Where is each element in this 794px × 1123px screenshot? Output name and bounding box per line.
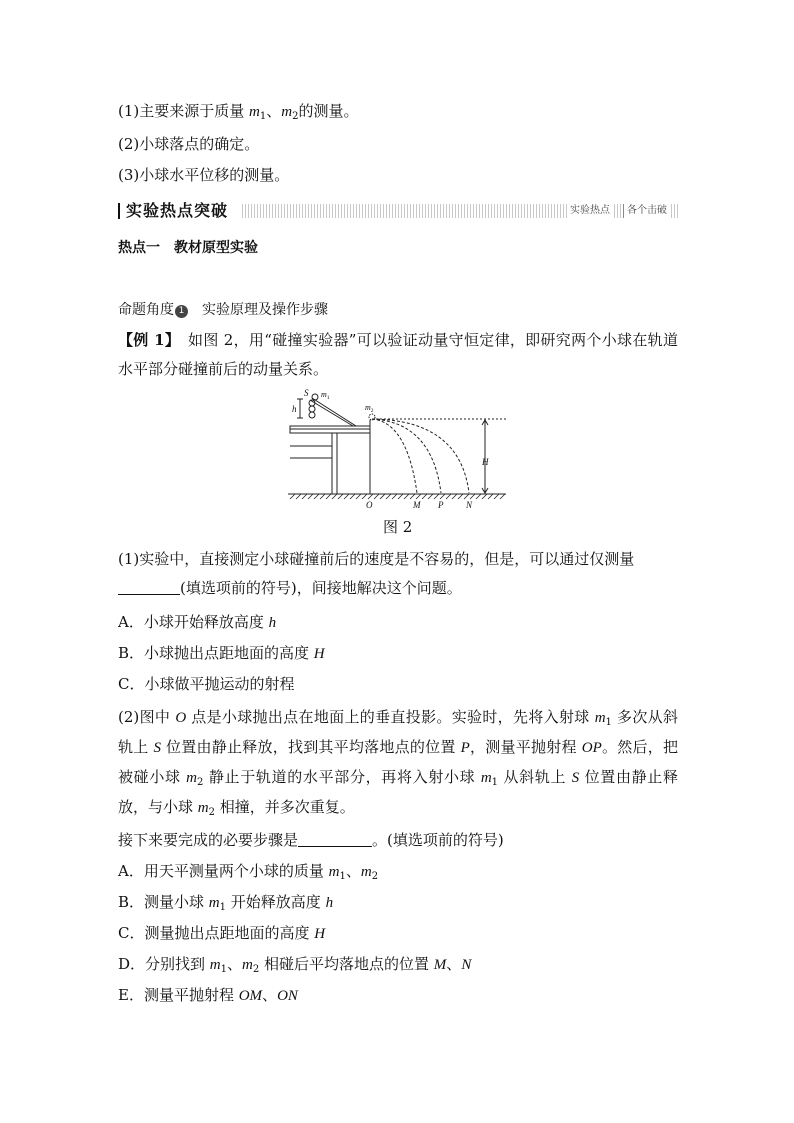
banner-tag-1: 实验热点	[567, 204, 613, 218]
q1-option-b: B．小球抛出点距地面的高度 H	[118, 644, 325, 662]
banner-tag-2: 各个击破	[623, 204, 670, 218]
example-paragraph: 【例 1】 如图 2，用“碰撞实验器”可以验证动量守恒定律，即研究两个小球在轨道水平部分碰撞前后的动量关系。	[118, 331, 678, 378]
question-1: (1)实验中，直接测定小球碰撞前后的速度是不容易的，但是，可以通过仅测量 (填选项前的符号)，间接地解决这个问题。	[118, 550, 635, 597]
q2-next-step: 接下来要完成的必要步骤是 。(填选项前的符号)	[118, 831, 504, 849]
answer-blank-1[interactable]	[118, 580, 180, 595]
label-H: H	[482, 457, 489, 467]
label-P: P	[438, 500, 444, 510]
banner-title: 实验热点突破	[126, 201, 229, 220]
intro-line-1: (1)主要来源于质量 $m_1$、$m_2$的测量。	[118, 102, 359, 122]
q2-option-d: D．分别找到 $m_1$、$m_2$ 相碰后平均落地点的位置 M、N	[118, 955, 472, 975]
number-badge: 1	[175, 305, 188, 318]
figure-caption: 图 2	[383, 518, 413, 536]
q2-option-e: E．测量平抛射程 OM、ON	[118, 986, 298, 1004]
banner-bar	[118, 203, 120, 219]
intro-line-3: (3)小球水平位移的测量。	[118, 166, 290, 184]
intro-line-2: (2)小球落点的确定。	[118, 135, 260, 153]
question-2: (2)图中 O 点是小球抛出点在地面上的垂直投影。实验时，先将入射球 $m_1$ 多次从斜轨上 S 位置由静止释放，找到其平均落地点的位置 P，测量平抛射程 OP。然后，把被碰小球 $m_2$ 静止于轨道的水平部分，再将入射小球 $m_1$ 从斜轨上 S 位置由静止释放，与小球 $m_2$ 相撞，并多次重复。	[118, 708, 678, 818]
q2-option-c: C．测量抛出点距地面的高度 H	[118, 924, 326, 942]
q2-option-b: B．测量小球 $m_1$ 开始释放高度 h	[118, 893, 334, 913]
svg-text:m1: $m_1$	[321, 390, 330, 401]
angle-heading: 命题角度 1 实验原理及操作步骤	[118, 302, 328, 318]
label-h: h	[292, 404, 297, 414]
label-O: O	[366, 500, 373, 510]
q2-option-a: A．用天平测量两个小球的质量 $m_1$、$m_2$	[118, 862, 379, 882]
label-S: S	[304, 388, 309, 398]
answer-blank-2[interactable]	[298, 832, 372, 847]
label-N: N	[466, 500, 473, 510]
section-banner	[118, 201, 678, 221]
q1-option-c: C．小球做平抛运动的射程	[118, 675, 295, 693]
example-label: 【例 1】	[118, 331, 173, 349]
hotspot-heading: 热点一 教材原型实验	[118, 240, 258, 256]
label-M: M	[413, 500, 421, 510]
q1-option-a: A．小球开始释放高度 h	[118, 613, 277, 631]
svg-text:m2: $m_2$	[365, 403, 374, 414]
collision-apparatus-figure	[282, 388, 512, 512]
